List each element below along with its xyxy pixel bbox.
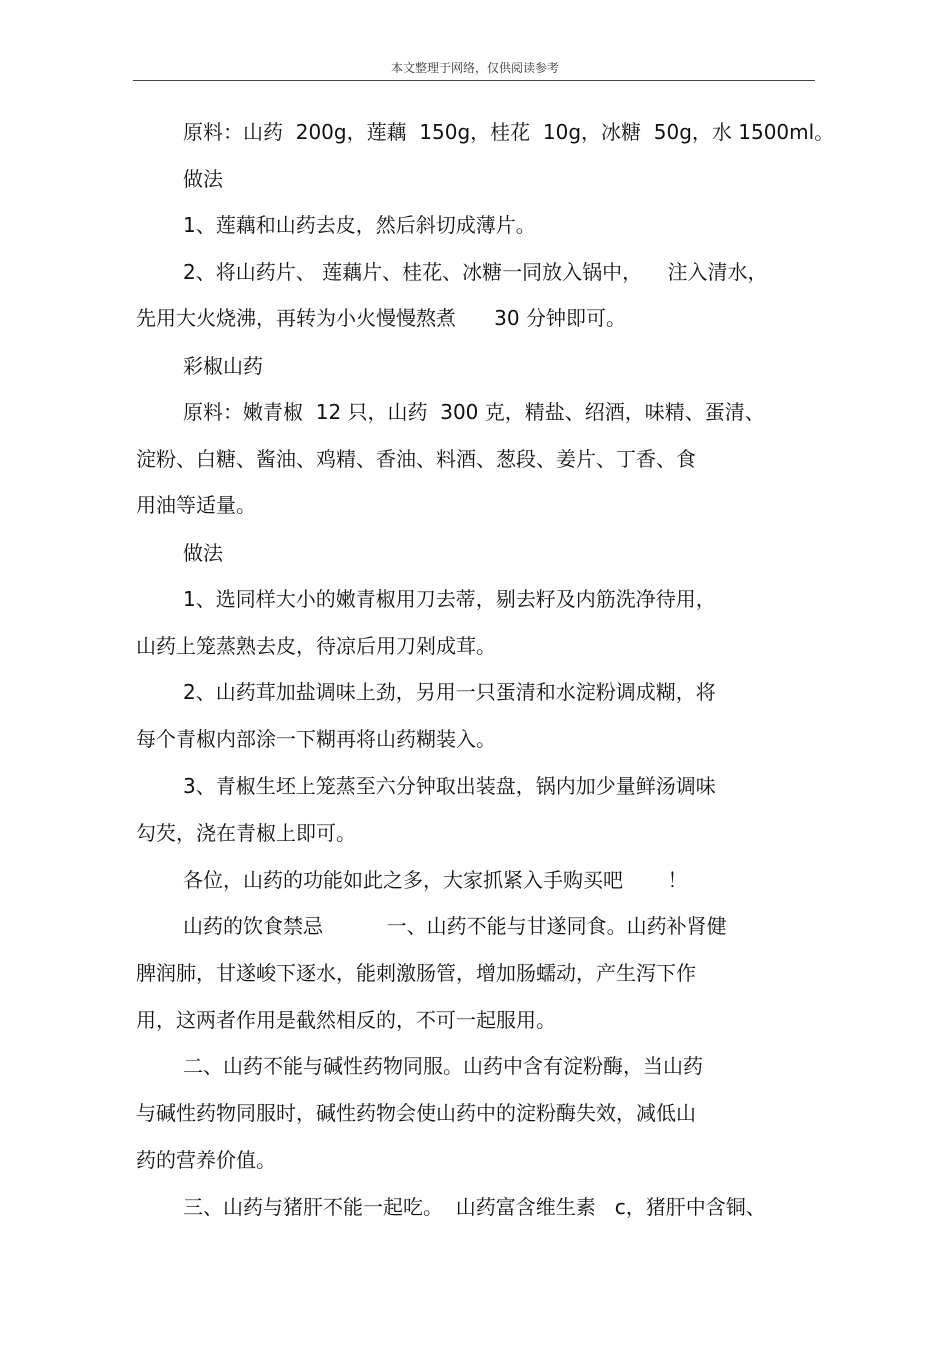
text-line: 三、山药与猪肝不能一起吃。 山药富含维生素 c，猪肝中含铜、 xyxy=(183,1195,766,1219)
text-line: 用油等适量。 xyxy=(136,493,256,517)
text-line: 先用大火烧沸，再转为小火慢慢熬煮 30 分钟即可。 xyxy=(136,306,626,330)
header-divider xyxy=(133,80,815,81)
text-line: 脾润肺，甘遂峻下逐水，能刺激肠管，增加肠蠕动，产生泻下作 xyxy=(136,961,696,985)
text-line: 做法 xyxy=(183,541,223,565)
text-line: 彩椒山药 xyxy=(183,354,263,378)
text-line: 原料：山药 200g，莲藕 150g，桂花 10g，冰糖 50g，水 1500ml。 xyxy=(183,120,835,144)
text-line: 2、将山药片、 莲藕片、桂花、冰糖一同放入锅中， 注入清水， xyxy=(183,260,768,284)
text-line: 药的营养价值。 xyxy=(136,1148,276,1172)
header-note: 本文整理于网络，仅供阅读参考 xyxy=(390,61,559,75)
text-line: 淀粉、白糖、酱油、鸡精、香油、料酒、葱段、姜片、丁香、食 xyxy=(136,447,696,471)
text-line: 勾芡，浇在青椒上即可。 xyxy=(136,821,356,845)
text-line: 二、山药不能与碱性药物同服。山药中含有淀粉酶，当山药 xyxy=(183,1054,703,1078)
text-line: 与碱性药物同服时，碱性药物会使山药中的淀粉酶失效，减低山 xyxy=(136,1101,696,1125)
text-line: 山药上笼蒸熟去皮，待凉后用刀剁成茸。 xyxy=(136,634,496,658)
text-line: 3、青椒生坯上笼蒸至六分钟取出装盘，锅内加少量鲜汤调味 xyxy=(183,774,716,798)
text-line: 1、莲藕和山药去皮，然后斜切成薄片。 xyxy=(183,213,536,237)
text-line: 每个青椒内部涂一下糊再将山药糊装入。 xyxy=(136,727,496,751)
text-line: 做法 xyxy=(183,167,223,191)
text-line: 原料：嫩青椒 12 只，山药 300 克，精盐、绍酒，味精、蛋清、 xyxy=(183,400,765,424)
text-line: 用，这两者作用是截然相反的，不可一起服用。 xyxy=(136,1008,556,1032)
text-line: 2、山药茸加盐调味上劲，另用一只蛋清和水淀粉调成糊，将 xyxy=(183,680,716,704)
text-line: 各位，山药的功能如此之多，大家抓紧入手购买吧 ！ xyxy=(183,868,688,892)
text-line: 山药的饮食禁忌 一、山药不能与甘遂同食。山药补肾健 xyxy=(183,914,727,938)
text-line: 1、选同样大小的嫩青椒用刀去蒂，剔去籽及内筋洗净待用， xyxy=(183,587,716,611)
